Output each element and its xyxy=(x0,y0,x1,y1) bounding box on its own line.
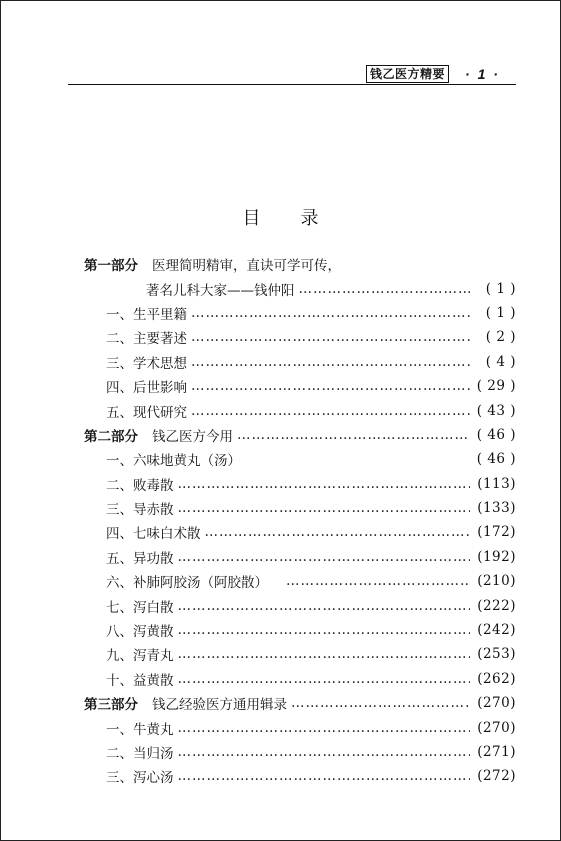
entry-title: 三、泻心汤 xyxy=(106,770,174,787)
table-of-contents xyxy=(84,252,516,789)
entry-title: 六、补肺阿胶汤（阿胶散） xyxy=(106,575,268,592)
entry-page: (222) xyxy=(477,597,516,614)
toc-row[interactable] xyxy=(84,374,516,398)
leader-dots xyxy=(237,427,470,443)
toc-row[interactable] xyxy=(84,350,516,374)
entry-title: 医理简明精审，直诀可学可传， xyxy=(152,258,341,275)
toc-row[interactable] xyxy=(84,740,516,764)
entry-page: (262) xyxy=(477,670,516,687)
entry-page: ( 1 ) xyxy=(485,280,516,297)
entry-page: ( 1 ) xyxy=(485,304,516,321)
entry-page: ( 46 ) xyxy=(476,451,516,468)
leader-dots xyxy=(178,720,471,736)
entry-title: 二、当归汤 xyxy=(106,746,174,762)
entry-title: 钱乙医方今用 xyxy=(152,428,233,445)
leader-dots xyxy=(178,671,471,687)
leader-dots xyxy=(291,695,470,711)
leader-dots xyxy=(286,573,470,589)
leader-dots xyxy=(178,768,471,784)
running-header xyxy=(366,64,500,84)
leader-dots xyxy=(191,305,470,321)
entry-page: ( 29 ) xyxy=(476,378,516,395)
part-label: 第二部分 xyxy=(84,428,138,445)
entry-title: 三、学术思想 xyxy=(106,355,187,372)
entry-page: ( 4 ) xyxy=(485,353,516,370)
entry-title: 著名儿科大家——钱仲阳 xyxy=(146,282,295,299)
toc-row[interactable] xyxy=(84,618,516,642)
toc-row[interactable] xyxy=(84,545,516,569)
toc-row[interactable] xyxy=(84,715,516,739)
entry-title: 二、主要著述 xyxy=(106,331,187,348)
entry-title: 一、生平里籍 xyxy=(106,306,187,323)
toc-part-row[interactable] xyxy=(84,423,516,447)
entry-page: (270) xyxy=(477,695,516,712)
leader-dots xyxy=(178,744,471,760)
leader-dots xyxy=(178,500,471,516)
book-title: 钱乙医方精要 xyxy=(366,65,449,83)
entry-title: 七、泻白散 xyxy=(106,599,174,616)
entry-title: 八、泻黄散 xyxy=(106,624,174,641)
entry-title: 五、异功散 xyxy=(106,550,174,567)
leader-dots xyxy=(191,354,470,370)
toc-row[interactable] xyxy=(84,520,516,544)
leader-dots xyxy=(178,549,471,565)
entry-page: ( 43 ) xyxy=(476,402,516,419)
entry-title: 钱乙经验医方通用辑录 xyxy=(152,697,287,714)
entry-page: (253) xyxy=(477,646,516,663)
leader-dots xyxy=(205,524,471,540)
leader-dots xyxy=(178,476,471,492)
entry-page: (210) xyxy=(477,573,516,590)
entry-title: 二、败毒散 xyxy=(106,477,174,494)
part-label: 第一部分 xyxy=(84,258,138,275)
leader-dots xyxy=(178,622,471,638)
toc-part-row[interactable] xyxy=(84,252,516,276)
entry-title: 十、益黄散 xyxy=(106,672,174,689)
toc-row[interactable] xyxy=(84,642,516,666)
toc-row[interactable] xyxy=(84,398,516,422)
entry-page: (113) xyxy=(477,475,516,492)
entry-title: 一、牛黄丸 xyxy=(106,721,174,738)
toc-row[interactable] xyxy=(84,447,516,471)
toc-row[interactable] xyxy=(84,667,516,691)
toc-row[interactable] xyxy=(84,593,516,617)
toc-title: 目录 xyxy=(242,208,359,229)
leader-dots xyxy=(191,378,470,394)
toc-row[interactable] xyxy=(84,325,516,349)
toc-row[interactable] xyxy=(84,472,516,496)
entry-page: ( 2 ) xyxy=(485,329,516,346)
toc-row[interactable] xyxy=(84,569,516,593)
leader-dots xyxy=(191,403,470,419)
entry-title: 四、七味白术散 xyxy=(106,526,201,543)
entry-title: 五、现代研究 xyxy=(106,404,187,421)
toc-part-row[interactable] xyxy=(84,691,516,715)
entry-title: 四、后世影响 xyxy=(106,380,187,397)
entry-page: (172) xyxy=(477,524,516,541)
toc-row[interactable] xyxy=(84,764,516,788)
leader-dots xyxy=(191,329,470,345)
entry-page: (192) xyxy=(477,548,516,565)
page-number: · 1 · xyxy=(465,66,500,82)
entry-page: (133) xyxy=(477,500,516,517)
entry-title: 九、泻青丸 xyxy=(106,648,174,665)
toc-row[interactable] xyxy=(84,301,516,325)
entry-title: 三、导赤散 xyxy=(106,502,174,519)
toc-row[interactable] xyxy=(84,496,516,520)
leader-dots xyxy=(178,646,471,662)
toc-row[interactable] xyxy=(84,276,516,300)
leader-dots xyxy=(299,281,471,297)
entry-page: (271) xyxy=(477,744,516,760)
leader-dots xyxy=(178,598,471,614)
entry-title: 一、六味地黄丸（汤） xyxy=(106,453,241,470)
entry-page: ( 46 ) xyxy=(476,426,516,443)
header-rule xyxy=(68,84,516,85)
part-label: 第三部分 xyxy=(84,697,138,714)
entry-page: (270) xyxy=(477,719,516,736)
entry-page: (272) xyxy=(477,768,516,785)
entry-page: (242) xyxy=(477,622,516,639)
